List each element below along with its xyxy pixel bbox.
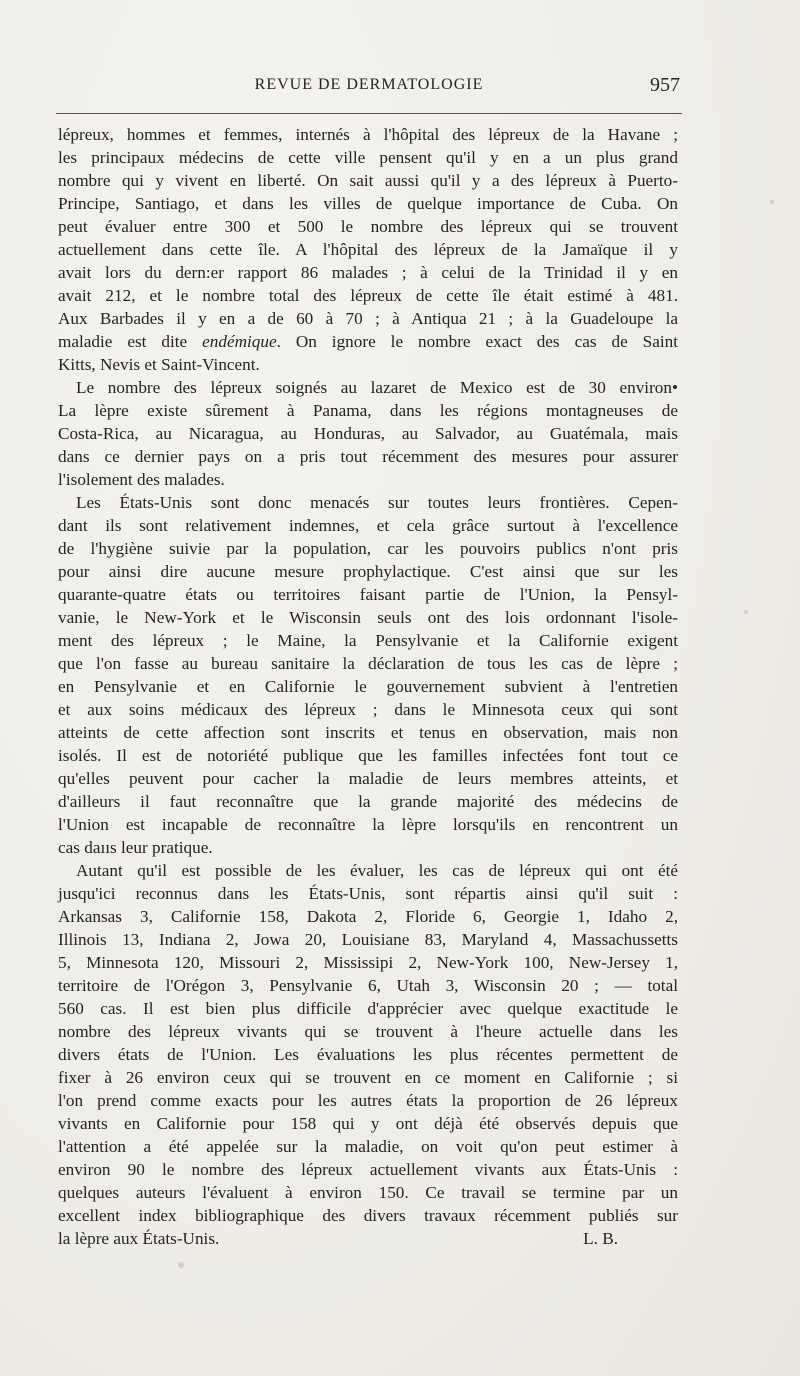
- text-line: Costa-Rica, au Nicaragua, au Honduras, au Salvador, au Guatémala, mais: [58, 424, 678, 443]
- text-line: lépreux, hommes et femmes, internés à l'hôpital des lépreux de la Havane ;: [58, 125, 678, 144]
- text-line: l'attention a été appelée sur la maladie, on voit qu'on peut estimer à: [58, 1137, 678, 1156]
- text-line: que l'on fasse au bureau sanitaire la déclaration de tous les cas de lèpre ;: [58, 654, 678, 673]
- text-line: vanie, le New-York et le Wisconsin seuls ont des lois ordonnant l'isole-: [58, 608, 678, 627]
- text-line: excellent index bibliographique des divers travaux récemment publiés sur: [58, 1206, 678, 1225]
- text-line: Autant qu'il est possible de les évaluer, les cas de lépreux qui ont été: [76, 861, 678, 880]
- running-head: REVUE DE DERMATOLOGIE: [254, 76, 484, 93]
- text-line: atteints de cette affection sont inscrits et tenus en observation, mais non: [58, 723, 678, 742]
- italic-term: endémique: [202, 332, 277, 351]
- text-line: l'Union est incapable de reconnaître la lèpre lorsqu'ils en rencontrent un: [58, 815, 678, 834]
- text-line: Illinois 13, Indiana 2, Jowa 20, Louisiane 83, Maryland 4, Massachussetts: [58, 930, 678, 949]
- text-line: avait 212, et le nombre total des lépreux de cette île était estimé à 481.: [58, 286, 678, 305]
- text-line: peut évaluer entre 300 et 500 le nombre des lépreux qui se trouvent: [58, 217, 678, 236]
- text-line: nombre des lépreux vivants qui se trouvent à l'heure actuelle dans les: [58, 1022, 678, 1041]
- text-line: fixer à 26 environ ceux qui se trouvent en ce moment en Californie ; si: [58, 1068, 678, 1087]
- text-segment: la lèpre aux États-Unis.: [58, 1229, 220, 1248]
- text-segment: maladie est dite: [58, 332, 203, 351]
- text-line: Kitts, Nevis et Saint-Vincent.: [58, 355, 260, 374]
- text-line: Arkansas 3, Californie 158, Dakota 2, Floride 6, Georgie 1, Idaho 2,: [58, 907, 678, 926]
- paper-speck: [744, 610, 748, 614]
- text-line: cas daııs leur pratique.: [58, 838, 213, 857]
- text-line: Les États-Unis sont donc menacés sur toutes leurs frontières. Cepen-: [76, 493, 678, 512]
- text-line: dant ils sont relativement indemnes, et cela grâce surtout à l'excellence: [58, 516, 678, 535]
- text-line: Aux Barbades il y en a de 60 à 70 ; à Antiqua 21 ; à la Guadeloupe la: [58, 309, 678, 328]
- text-line: d'ailleurs il faut reconnaître que la grande majorité des médecins de: [58, 792, 678, 811]
- text-line: divers états de l'Union. Les évaluations les plus récentes permettent de: [58, 1045, 678, 1064]
- text-line: de l'hygiène suivie par la population, car les pouvoirs publics n'ont pris: [58, 539, 678, 558]
- text-line: Principe, Santiago, et dans les villes de quelque importance de Cuba. On: [58, 194, 678, 213]
- text-segment: . On ignore le nombre exact des cas de Saint: [276, 332, 678, 351]
- text-line: les principaux médecins de cette ville pensent qu'il y en a un plus grand: [58, 148, 678, 167]
- text-line: territoire de l'Orégon 3, Pensylvanie 6, Utah 3, Wisconsin 20 ; — total: [58, 976, 678, 995]
- text-line: nombre qui y vivent en liberté. On sait aussi qu'il y a des lépreux à Puerto-: [58, 171, 678, 190]
- text-line: avait lors du dern:er rapport 86 malades ; à celui de la Trinidad il y en: [58, 263, 678, 282]
- text-line: l'on prend comme exacts pour les autres états la proportion de 26 lépreux: [58, 1091, 678, 1110]
- text-line: vivants en Californie pour 158 qui y ont déjà été observés depuis que: [58, 1114, 678, 1133]
- text-line: [58, 1227, 678, 1250]
- text-line: quelques auteurs l'évaluent à environ 150. Ce travail se termine par un: [58, 1183, 678, 1202]
- text-line: Le nombre des lépreux soignés au lazaret de Mexico est de 30 environ•: [76, 378, 678, 397]
- text-line: l'isolement des malades.: [58, 470, 225, 489]
- text-line: La lèpre existe sûrement à Panama, dans les régions montagneuses de: [58, 401, 678, 420]
- body-text: [58, 123, 678, 1250]
- signature: L. B.: [583, 1229, 618, 1248]
- text-line: actuellement dans cette île. A l'hôpital des lépreux de la Jamaïque il y: [58, 240, 678, 259]
- page-header: [58, 74, 680, 104]
- text-line: pour ainsi dire aucune mesure prophylactique. C'est ainsi que sur les: [58, 562, 678, 581]
- text-line: jusqu'ici reconnus dans les États-Unis, sont répartis ainsi qu'il suit :: [58, 884, 678, 903]
- text-line: et aux soins médicaux des lépreux ; dans le Minnesota ceux qui sont: [58, 700, 678, 719]
- header-rule: [56, 113, 682, 114]
- paper-speck: [770, 200, 774, 204]
- text-line: 5, Minnesota 120, Missouri 2, Mississipi 2, New-York 100, New-Jersey 1,: [58, 953, 678, 972]
- text-line: isolés. Il est de notoriété publique que les familles infectées font tout ce: [58, 746, 678, 765]
- text-line: [58, 330, 678, 353]
- text-line: en Pensylvanie et en Californie le gouvernement subvient à l'entretien: [58, 677, 678, 696]
- page-number: 957: [650, 74, 680, 96]
- text-line: ment des lépreux ; le Maine, la Pensylvanie et la Californie exigent: [58, 631, 678, 650]
- text-line: 560 cas. Il est bien plus difficile d'apprécier avec quelque exactitude le: [58, 999, 678, 1018]
- text-line: dans ce dernier pays on a pris tout récemment des mesures pour assurer: [58, 447, 678, 466]
- text-line: environ 90 le nombre des lépreux actuellement vivants aux États-Unis :: [58, 1160, 678, 1179]
- paper-speck: [178, 1262, 184, 1268]
- text-line: quarante-quatre états ou territoires faisant partie de l'Union, la Pensyl-: [58, 585, 678, 604]
- text-line: qu'elles peuvent pour cacher la maladie de leurs membres atteints, et: [58, 769, 678, 788]
